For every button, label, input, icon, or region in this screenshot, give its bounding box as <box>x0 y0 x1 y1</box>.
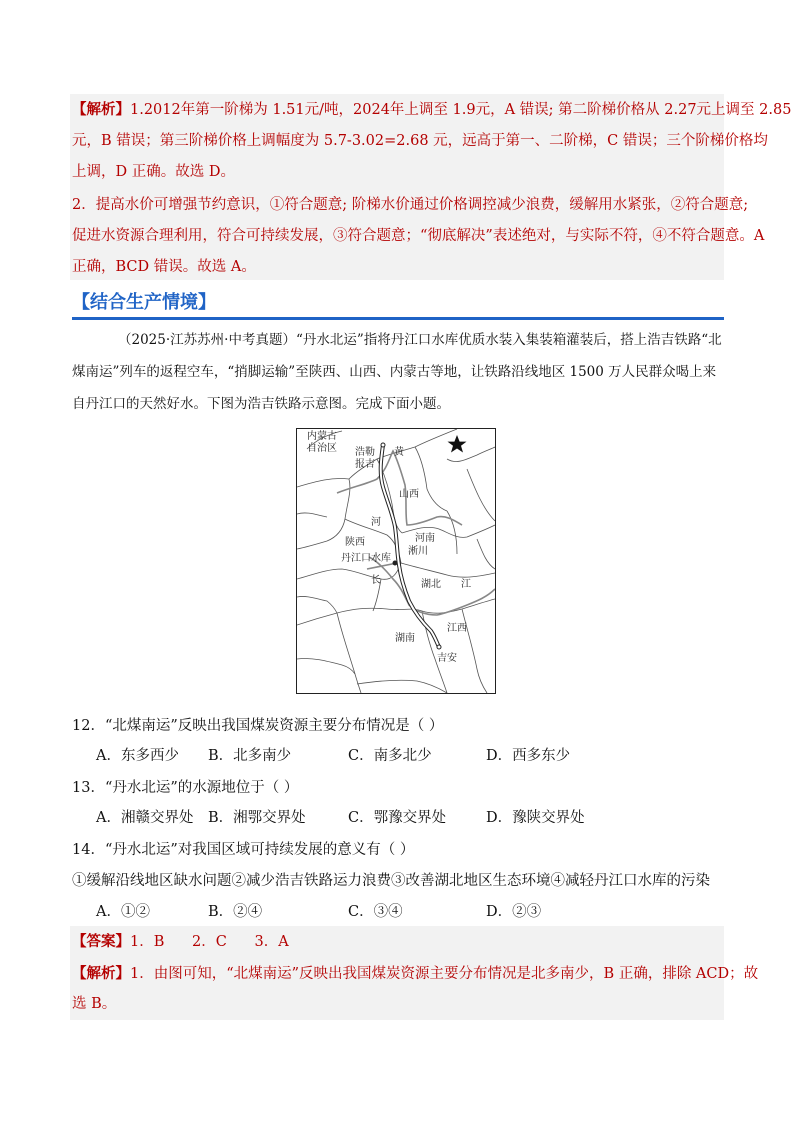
q13-option-a[interactable]: A．湘赣交界处 <box>96 810 194 826</box>
map-label-he: 河 <box>371 517 381 528</box>
intro-line-2: 煤南运”列车的返程空车，“捎脚运输”至陕西、山西、内蒙古等地，让铁路沿线地区 1500 万人民群众喝上来 <box>72 364 717 380</box>
question-14-stem: 14．“丹水北运”对我国区域可持续发展的意义有（ ） <box>72 842 415 858</box>
q12-option-d[interactable]: D．西多东少 <box>486 748 571 764</box>
q14-option-a[interactable]: A．①② <box>96 904 150 920</box>
map-label-xichuan: 淅川 <box>408 546 428 557</box>
star-icon <box>448 435 467 453</box>
q13-option-b[interactable]: B．湘鄂交界处 <box>208 810 306 826</box>
analysis-line-3: 上调，D 正确。故选 D。 <box>72 164 235 180</box>
map-label-baoji: 报吉 <box>355 459 375 470</box>
intro-line-1: （2025·江苏苏州·中考真题）“丹水北运”指将丹江口水库优质水装入集装箱灌装后，搭上浩吉铁路“北 <box>118 332 722 348</box>
q12-option-c[interactable]: C．南多北少 <box>348 748 432 764</box>
q13-option-c[interactable]: C．鄂豫交界处 <box>348 810 447 826</box>
map-label-henan: 河南 <box>415 533 435 544</box>
map-label-jiang: 江 <box>461 579 471 590</box>
section-underline <box>72 317 724 320</box>
map-label-hunan: 湖南 <box>395 633 415 644</box>
analysis-line-1: 【解析】1.2012年第一阶梯为 1.51元/吨，2024年上调至 1.9元，A 错误; 第二阶梯价格从 2.27元上调至 2.85 <box>72 101 792 118</box>
question-14-statements: ①缓解沿线地区缺水问题②减少浩吉铁路运力浪费③改善湖北地区生态环境④减轻丹江口水库的污染 <box>72 873 710 889</box>
q12-option-b[interactable]: B．北多南少 <box>208 748 292 764</box>
analysis2-line-1: 【解析】1．由图可知，“北煤南运”反映出我国煤炭资源主要分布情况是北多南少，B 正确，排除 ACD；故 <box>72 965 759 982</box>
question-12-stem: 12．“北煤南运”反映出我国煤炭资源主要分布情况是（ ） <box>72 718 444 734</box>
answer-line <box>72 932 289 952</box>
analysis-line-4: 2．提高水价可增强节约意识，①符合题意; 阶梯水价通过价格调控减少浪费，缓解用水紧张，②符合题意; <box>72 197 749 213</box>
map-label-huang: 黄 <box>394 447 404 458</box>
analysis-line-2: 元，B 错误；第三阶梯价格上调幅度为 5.7-3.02=2.68 元，远高于第一、二阶梯，C 错误；三个阶梯价格均 <box>72 133 768 149</box>
map-label-shanxi: 山西 <box>399 489 419 500</box>
section-title: 【结合生产情境】 <box>72 292 216 313</box>
map-label-nmg: 内蒙古 <box>307 431 337 442</box>
answer-tag: 【答案】 <box>72 933 130 950</box>
analysis-line-5: 促进水资源合理利用，符合可持续发展，③符合题意；“彻底解决”表述绝对，与实际不符，④不符合题意。A <box>72 228 765 244</box>
q14-option-d[interactable]: D．②③ <box>486 904 542 920</box>
map-label-jiangxi: 江西 <box>447 623 467 634</box>
map-label-shaanxi: 陕西 <box>345 537 365 548</box>
intro-line-3: 自丹江口的天然好水。下图为浩吉铁路示意图。完成下面小题。 <box>72 396 450 412</box>
map-drawing <box>297 429 495 693</box>
map-label-nmg2: 自治区 <box>307 443 337 454</box>
map-label-haole: 浩勒 <box>355 447 375 458</box>
map-label-chang: 长 <box>371 575 381 586</box>
q13-option-d[interactable]: D．豫陕交界处 <box>486 810 585 826</box>
q12-option-a[interactable]: A．东多西少 <box>96 748 179 764</box>
analysis2-tag: 【解析】 <box>72 965 130 982</box>
analysis2-line-2: 选 B。 <box>72 996 117 1012</box>
analysis-line-6: 正确，BCD 错误。故选 A。 <box>72 259 256 275</box>
question-13-stem: 13．“丹水北运”的水源地位于（ ） <box>72 780 299 796</box>
map-label-jian: 吉安 <box>437 653 457 664</box>
map-label-hubei: 湖北 <box>421 579 441 590</box>
map-label-djk: 丹江口水库 <box>341 553 391 564</box>
haoji-railway-map <box>296 428 496 694</box>
q14-option-c[interactable]: C．③④ <box>348 904 403 920</box>
answer-text: 1．B 2．C 3．A <box>130 934 289 950</box>
q14-option-b[interactable]: B．②④ <box>208 904 263 920</box>
analysis-tag: 【解析】 <box>72 101 130 118</box>
analysis-block-1 <box>70 94 724 280</box>
